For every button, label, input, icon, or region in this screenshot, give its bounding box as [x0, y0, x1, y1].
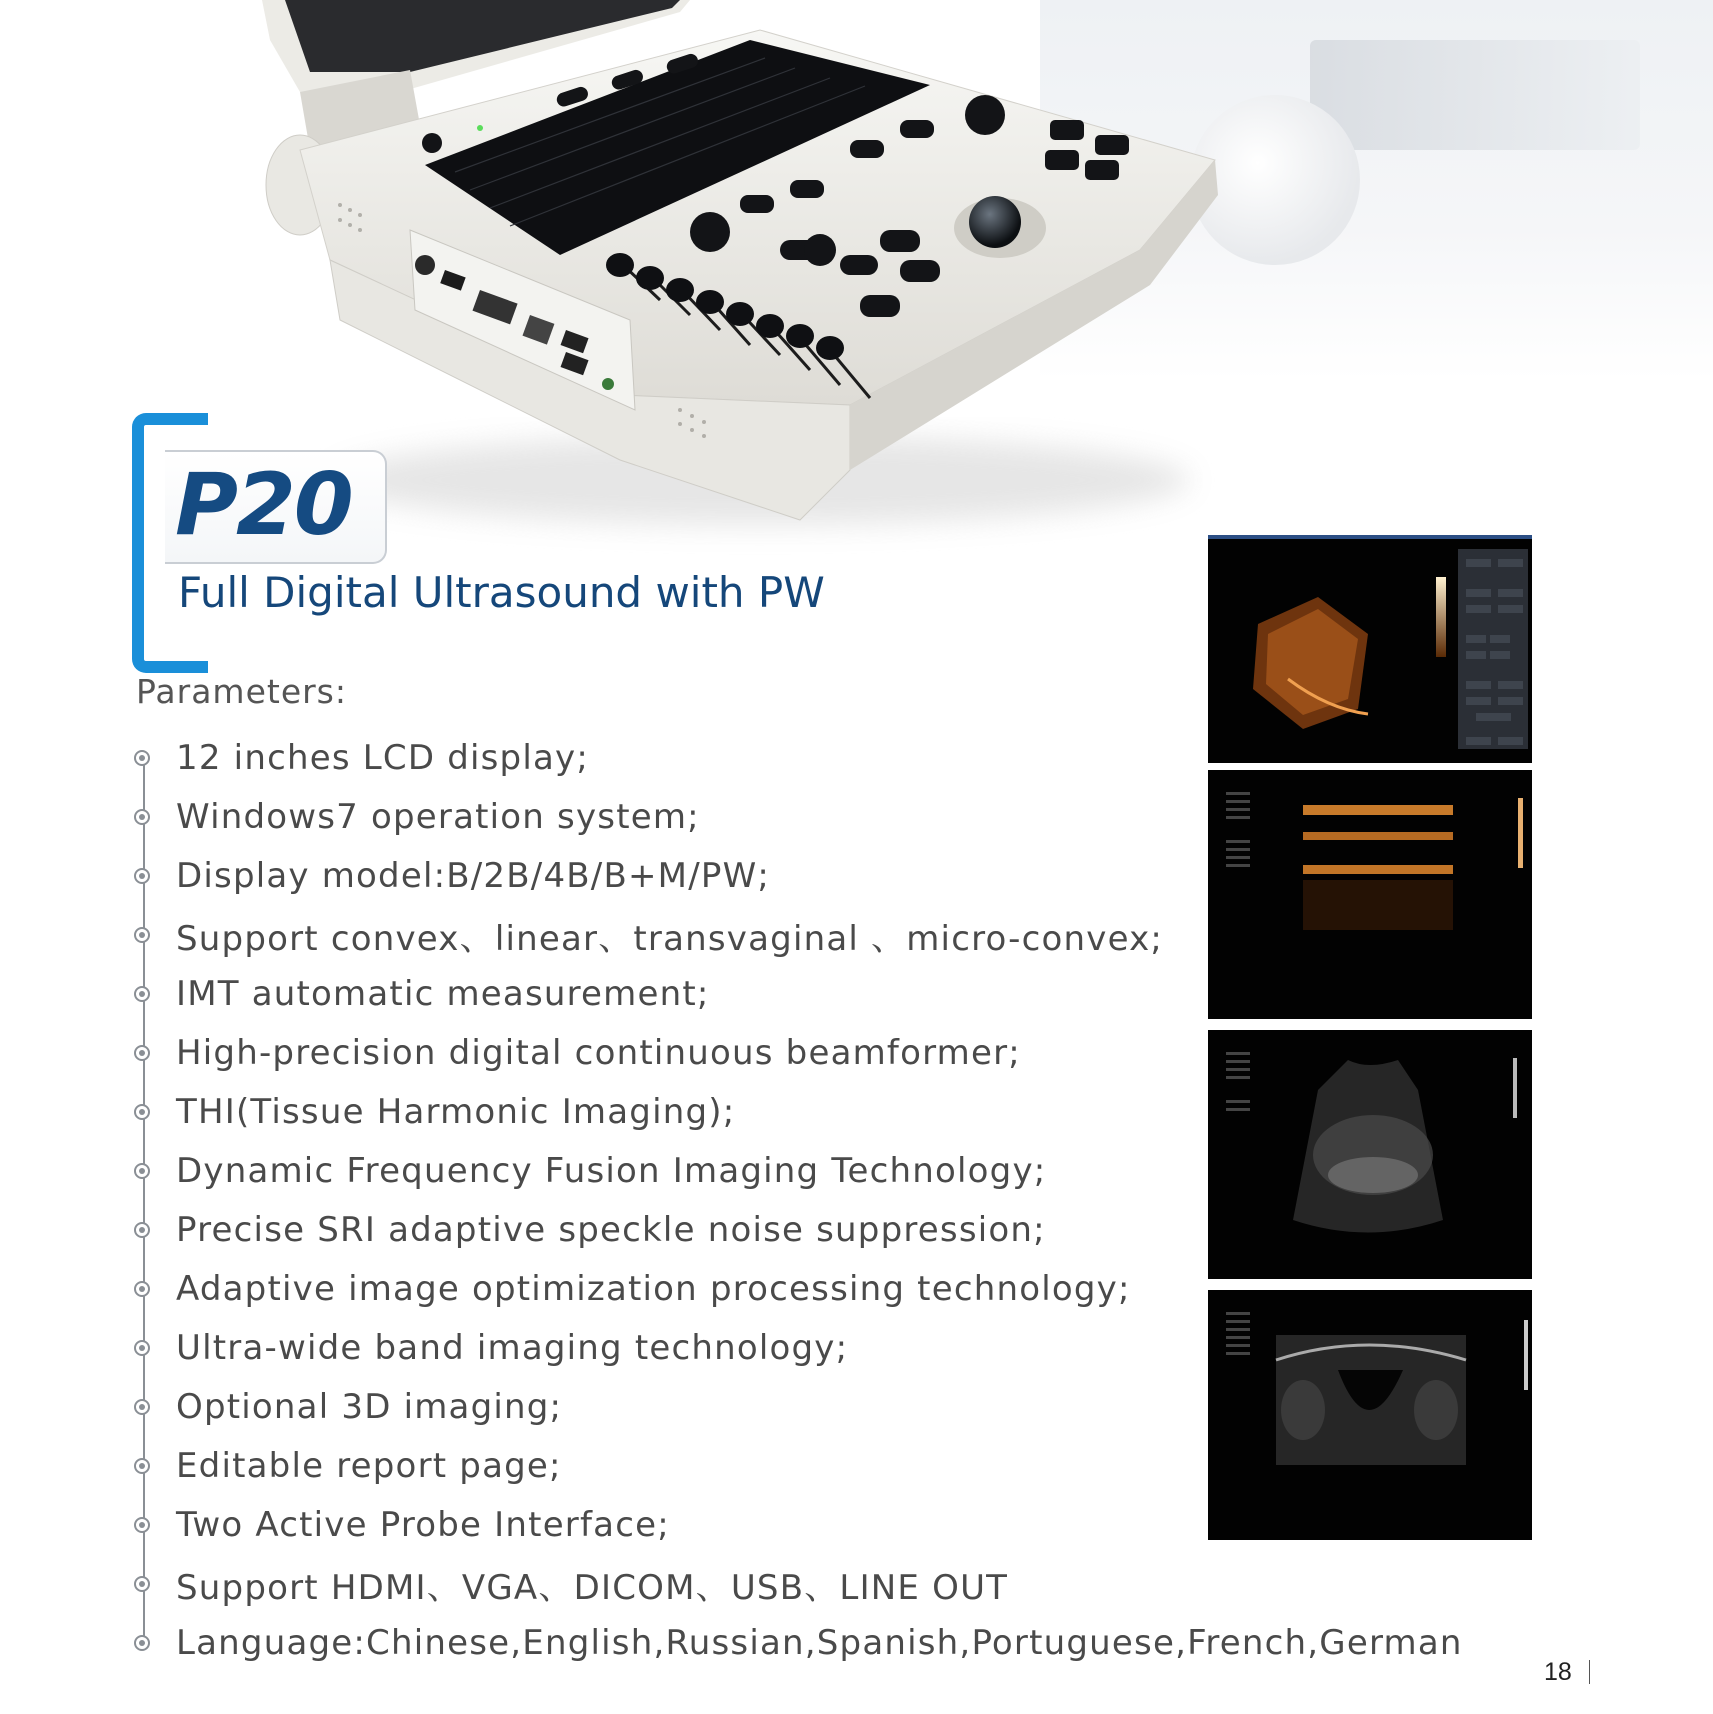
- spec-item: [134, 1500, 670, 1550]
- spec-item-text: Adaptive image optimization processing technology;: [176, 1269, 1131, 1309]
- bullet-icon: [134, 1163, 150, 1179]
- bullet-icon: [134, 1399, 150, 1415]
- bullet-icon: [134, 1340, 150, 1356]
- spec-item-text: THI(Tissue Harmonic Imaging);: [176, 1092, 736, 1132]
- bullet-icon: [134, 750, 150, 766]
- vascular-screen: [1208, 770, 1532, 1019]
- product-logo: P20: [175, 455, 352, 555]
- spec-item: [134, 969, 710, 1019]
- spec-item-text: 12 inches LCD display;: [176, 738, 590, 778]
- spec-item-text: Windows7 operation system;: [176, 797, 700, 837]
- page-number: 18: [1544, 1658, 1572, 1686]
- bullet-icon: [134, 868, 150, 884]
- spec-item: [134, 733, 589, 783]
- spec-item-text: High-precision digital continuous beamformer;: [176, 1033, 1021, 1073]
- spec-item-text: Display model:B/2B/4B/B+M/PW;: [176, 856, 771, 896]
- bullet-icon: [134, 927, 150, 943]
- spec-item-text: Ultra-wide band imaging technology;: [176, 1328, 849, 1368]
- spec-item-text: Language:Chinese,English,Russian,Spanish,Portuguese,French,German: [176, 1623, 1463, 1663]
- bullet-icon: [134, 1104, 150, 1120]
- product-subtitle: Full Digital Ultrasound with PW: [178, 568, 825, 617]
- bullet-icon: [134, 1045, 150, 1061]
- 3d-render-screen: [1208, 535, 1532, 763]
- spec-item: [134, 1264, 1131, 1314]
- spec-item: [134, 1146, 1046, 1196]
- spec-item: [134, 1323, 848, 1373]
- spec-item: [134, 1087, 735, 1137]
- spec-item: [134, 1205, 1046, 1255]
- bullet-icon: [134, 809, 150, 825]
- spec-item: [134, 1618, 1463, 1668]
- spec-item: [134, 1559, 1008, 1609]
- bullet-icon: [134, 1635, 150, 1651]
- spec-item: [134, 1028, 1021, 1078]
- spec-item-text: Support HDMI、VGA、DICOM、USB、LINE OUT: [176, 1567, 1009, 1608]
- spec-item: [134, 851, 770, 901]
- spec-item-text: Dynamic Frequency Fusion Imaging Technology;: [176, 1151, 1047, 1191]
- abdominal-screen: [1208, 1030, 1532, 1279]
- bullet-icon: [134, 1222, 150, 1238]
- bullet-icon: [134, 986, 150, 1002]
- spec-item: [134, 910, 1163, 960]
- parameters-heading: Parameters:: [136, 672, 347, 711]
- page-number-separator: [1589, 1660, 1590, 1684]
- spec-item-text: Support convex、linear、transvaginal 、micro-convex;: [176, 918, 1164, 959]
- bullet-icon: [134, 1458, 150, 1474]
- spec-item: [134, 792, 700, 842]
- spec-item-text: Editable report page;: [176, 1446, 562, 1486]
- bullet-icon: [134, 1281, 150, 1297]
- spec-item-text: Optional 3D imaging;: [176, 1387, 563, 1427]
- bullet-icon: [134, 1517, 150, 1533]
- spec-item: [134, 1441, 562, 1491]
- bullet-icon: [134, 1576, 150, 1592]
- spec-item: [134, 1382, 562, 1432]
- spec-item-text: Precise SRI adaptive speckle noise suppression;: [176, 1210, 1046, 1250]
- thyroid-screen: [1208, 1290, 1532, 1540]
- spec-item-text: IMT automatic measurement;: [176, 974, 710, 1014]
- spec-item-text: Two Active Probe Interface;: [176, 1505, 670, 1545]
